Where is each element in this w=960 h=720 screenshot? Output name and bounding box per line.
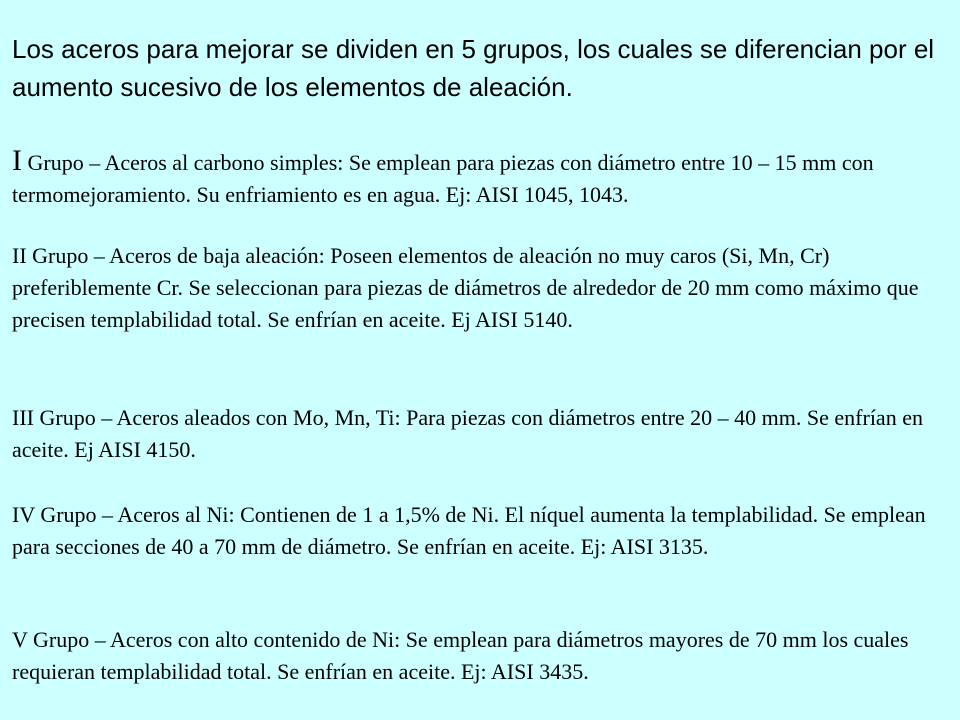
group-4-numeral: IV xyxy=(12,502,35,527)
group-3-paragraph xyxy=(12,402,947,466)
group-1-text: Grupo – Aceros al carbono simples: Se emplean para piezas con diámetro entre 10 – 15 mm con termomejoramiento. Su enfriamiento es en agua. Ej: AISI 1045, 1043. xyxy=(12,150,874,207)
group-1-paragraph xyxy=(12,145,947,211)
intro-paragraph: Los aceros para mejorar se dividen en 5 grupos, los cuales se diferencian por el aumento sucesivo de los elementos de aleación. xyxy=(12,34,935,102)
group-2-paragraph xyxy=(12,240,947,336)
group-3-text: Grupo – Aceros aleados con Mo, Mn, Ti: Para piezas con diámetros entre 20 – 40 mm. Se enfrían en aceite. Ej AISI 4150. xyxy=(12,405,923,462)
group-4-paragraph xyxy=(12,499,947,563)
group-2-text: Grupo – Aceros de baja aleación: Poseen elementos de aleación no muy caros (Si, Mn, Cr) preferiblemente Cr. Se seleccionan para piezas de diámetros de alrededor de 20 mm como máximo que precisen templabilidad total. Se enfrían en aceite. Ej AISI 5140. xyxy=(12,243,919,332)
group-2-numeral: II xyxy=(12,243,27,268)
group-3-numeral: III xyxy=(12,405,34,430)
group-5-paragraph xyxy=(12,624,947,688)
group-4-text: Grupo – Aceros al Ni: Contienen de 1 a 1,5% de Ni. El níquel aumenta la templabilidad. Se emplean para secciones de 40 a 70 mm de diámetro. Se enfrían en aceite. Ej: AISI 3135. xyxy=(12,502,926,559)
group-1-numeral: I xyxy=(12,144,22,177)
group-5-numeral: V xyxy=(12,627,28,652)
group-5-text: Grupo – Aceros con alto contenido de Ni: Se emplean para diámetros mayores de 70 mm los cuales requieran templabilidad total. Se enfrían en aceite. Ej: AISI 3435. xyxy=(12,627,909,684)
